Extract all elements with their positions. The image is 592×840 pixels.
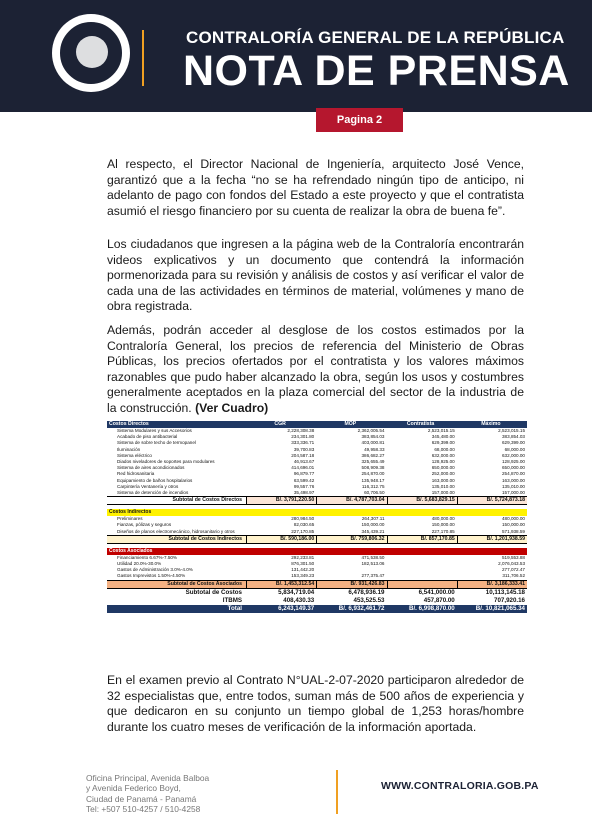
- table-cell: B/. 931,426.83: [316, 581, 386, 588]
- table-cell: 650,000.00: [431, 465, 455, 471]
- table-cell: B/. 590,186.00: [246, 536, 316, 543]
- table-cell: 383,854.03: [361, 434, 385, 440]
- table-cell: 35,498.97: [293, 490, 315, 496]
- table-cell: Red hidrosanitaria: [117, 471, 155, 477]
- table-cell: 5,834,719.04: [278, 588, 315, 596]
- table-cell: 60,706.50: [364, 490, 385, 496]
- table-cell: 163,000.00: [431, 477, 455, 483]
- table-cell: 2,523,015.15: [427, 428, 455, 433]
- table-cell: 345,480.00: [431, 434, 455, 440]
- table-cell: Gastos Imprevistos 1.50%-4.50%: [117, 573, 186, 579]
- col-header: Costos Directos: [109, 421, 149, 427]
- table-cell: 414,696.01: [291, 465, 315, 471]
- itbms-row: [107, 597, 527, 605]
- table-cell: 453,525.53: [353, 596, 385, 604]
- table-cell: Gastos de Administración 3.0%-4.0%: [117, 567, 193, 573]
- table-cell: 2,228,308.38: [287, 428, 315, 433]
- paragraph-1: Al respecto, el Director Nacional de Ingeniería, arquitecto José Vence, garantizó que a la fecha “no se ha refrendado ningún tipo de anticipo, ni adelanto de pago con fondos del Estado a este proyecto y que el contratista asumió el riesgo financiero por su cuenta de realizar la obra de buena fe”.: [107, 157, 524, 218]
- table-cell: 135,010.00: [502, 483, 525, 489]
- table-cell: 629,399.00: [431, 440, 455, 446]
- table-cell: Sistema de aires acondicionados: [117, 465, 185, 471]
- table-cell: Diseños de planos electromecánico, hidrosanitario y otros: [117, 528, 235, 534]
- table-cell: Subtotal de Costos: [185, 588, 242, 596]
- table-cell: B/. 3,791,220.50: [246, 497, 316, 504]
- table-row: [107, 529, 527, 535]
- table-cell: 10,113,145.18: [485, 588, 525, 596]
- asociados-section-header: [107, 548, 527, 555]
- table-cell: Sistema de sobre techo de termopanel: [117, 440, 196, 446]
- table-cell: B/. 5,724,873.18: [457, 497, 527, 504]
- asociados-rows: [107, 555, 527, 580]
- table-cell: 68,000.00: [434, 446, 455, 452]
- total-row: [107, 605, 527, 613]
- table-cell: Subtotal de Costos Indirectos: [107, 536, 246, 543]
- table-cell: 254,870.00: [361, 471, 385, 477]
- table-cell: Carpintería Ventanería y otros: [117, 483, 179, 489]
- address-line: y Avenida Federico Boyd,: [86, 783, 181, 794]
- section-title: Costos Asociados: [109, 547, 153, 554]
- table-cell: 386,682.27: [361, 452, 385, 458]
- table-cell: 128,925.00: [431, 459, 455, 465]
- table-cell: 6,478,936.19: [348, 588, 385, 596]
- table-cell: 6,541,000.00: [418, 588, 455, 596]
- table-cell: 6,243,149.37: [278, 604, 315, 612]
- table-cell: 457,870.00: [423, 596, 455, 604]
- table-cell: [387, 581, 457, 588]
- organization-name: CONTRALORÍA GENERAL DE LA REPÚBLICA: [186, 28, 565, 47]
- table-cell: 480,000.00: [502, 516, 525, 522]
- directos-rows: [107, 428, 527, 496]
- col-header: Contratista: [406, 421, 435, 427]
- seal-emblem-icon: [76, 36, 108, 68]
- table-cell: 571,938.59: [502, 528, 525, 534]
- table-cell: 277,375.47: [361, 573, 385, 579]
- ver-cuadro-label: (Ver Cuadro): [195, 400, 269, 415]
- table-cell: 707,920.16: [494, 596, 525, 604]
- table-cell: 68,000.00: [504, 446, 525, 452]
- indirectos-rows: [107, 516, 527, 535]
- table-cell: 383,854.03: [502, 434, 525, 440]
- table-cell: [387, 573, 457, 579]
- table-cell: 480,000.00: [431, 516, 455, 522]
- table-cell: 227,170.85: [431, 528, 455, 534]
- table-row: [107, 573, 527, 579]
- table-cell: 135,010.00: [431, 483, 455, 489]
- table-cell: B/. 857,170.85: [387, 536, 457, 543]
- table-cell: Subtotal de Costos Directos: [172, 497, 242, 504]
- indirectos-section-header: [107, 509, 527, 516]
- paragraph-4: En el examen previo al Contrato N°UAL-2-07-2020 participaron alrededor de 32 especialistas que, entre todos, suman más de 500 años de experiencia y que dedicaron en su conjunto un tiempo global de 1,253 horas/hombre durante los cuatro meses de verificación de la información aportada.: [107, 673, 524, 734]
- col-header: Máximo: [481, 421, 501, 427]
- table-cell: 135,948.17: [361, 477, 385, 483]
- table-cell: 150,000.00: [431, 522, 455, 528]
- table-cell: B/. 5,683,829.15: [387, 497, 457, 504]
- table-cell: 264,307.11: [361, 516, 385, 522]
- cost-table: [107, 421, 527, 613]
- page-number-tab: Pagina 2: [316, 108, 403, 132]
- subtotal-costos-row: [107, 589, 527, 597]
- table-cell: 519,553.88: [502, 554, 525, 560]
- table-cell: Iluminación: [117, 446, 141, 452]
- table-cell: B/. 4,787,703.04: [316, 497, 386, 504]
- paragraph-3: [107, 323, 524, 417]
- table-cell: B/. 10,821,065.34: [475, 604, 525, 612]
- table-cell: 632,000.00: [431, 452, 455, 458]
- seal-ring: [58, 20, 124, 86]
- table-cell: 128,925.00: [502, 459, 525, 465]
- table-cell: 82,030.65: [293, 522, 315, 528]
- table-cell: Fianzas, pólizas y seguros: [117, 522, 172, 528]
- table-cell: 157,000.00: [431, 490, 455, 496]
- header-divider: [142, 30, 144, 86]
- table-cell: 150,000.00: [361, 522, 385, 528]
- table-cell: 157,000.00: [502, 490, 525, 496]
- table-cell: 2,076,043.53: [498, 561, 525, 567]
- phone-line: Tel: +507 510-4257 / 510-4258: [86, 804, 201, 815]
- table-cell: ITBMS: [222, 596, 242, 604]
- col-header: MOP: [344, 421, 357, 427]
- table-cell: Total: [227, 604, 242, 612]
- table-cell: Equipamiento de baños hospitalarios: [117, 477, 193, 483]
- table-cell: 277,072.47: [502, 567, 525, 573]
- table-cell: 280,984.50: [291, 516, 315, 522]
- paragraph-2: Los ciudadanos que ingresen a la página web de la Contraloría encontrarán videos explicativos y un documento que contendrá la información pormenorizada para su revisión y análisis de costos y así verificar el valor de cada una de las actividades en términos de material, volúmenes y mano de obra registrada.: [107, 237, 524, 314]
- table-cell: 96,879.77: [293, 471, 315, 477]
- table-cell: 632,000.00: [502, 452, 525, 458]
- table-cell: 163,000.00: [502, 477, 525, 483]
- table-cell: B/. 759,806.32: [316, 536, 386, 543]
- table-cell: 63,599.42: [293, 477, 315, 483]
- table-cell: 508,909.38: [361, 465, 385, 471]
- table-cell: 629,399.00: [502, 440, 525, 446]
- table-cell: 99,557.76: [293, 483, 315, 489]
- table-cell: 39,700.83: [293, 446, 315, 452]
- address-line: Oficina Principal, Avenida Balboa: [86, 773, 210, 783]
- table-cell: 2,523,015.15: [498, 428, 525, 433]
- table-cell: 49,958.33: [364, 446, 385, 452]
- table-cell: 204,587.18: [291, 452, 315, 458]
- table-header-row: [107, 421, 527, 428]
- table-cell: 471,538.50: [361, 554, 385, 560]
- table-cell: 345,439.21: [361, 528, 385, 534]
- table-cell: 116,312.75: [361, 483, 385, 489]
- table-cell: Preliminares: [117, 516, 143, 522]
- table-cell: 325,655.49: [361, 459, 385, 465]
- table-cell: B/. 6,998,870.00: [408, 604, 455, 612]
- table-cell: 876,301.50: [291, 561, 315, 567]
- footer-divider: [336, 770, 338, 814]
- table-cell: Financiamiento 6.67%-7.50%: [117, 554, 178, 560]
- table-cell: Sistema eléctrico: [117, 452, 152, 458]
- table-cell: Subtotal de Costos Asociados: [107, 581, 246, 588]
- subtotal-directos-row: [107, 496, 527, 505]
- table-cell: B/. 1,453,312.54: [246, 581, 316, 588]
- table-cell: 254,870.00: [502, 471, 525, 477]
- table-cell: 46,913.67: [293, 459, 315, 465]
- contraloria-seal-logo: [52, 14, 130, 92]
- table-cell: 650,000.00: [502, 465, 525, 471]
- table-cell: 150,000.00: [502, 522, 525, 528]
- table-cell: 292,233.81: [291, 554, 315, 560]
- footer-address: [86, 773, 209, 815]
- table-cell: 408,430.33: [283, 596, 315, 604]
- table-cell: 252,000.00: [431, 471, 455, 477]
- subtotal-indirectos-row: [107, 535, 527, 544]
- table-row: [107, 490, 527, 496]
- table-cell: 182,513.06: [361, 561, 385, 567]
- table-cell: Utilidad 20.0%-30.0%: [117, 561, 162, 567]
- table-cell: 333,336.71: [291, 440, 315, 446]
- table-cell: 403,000.81: [361, 440, 385, 446]
- subtotal-asociados-row: [107, 580, 527, 589]
- table-cell: B/. 3,186,333.41: [457, 581, 527, 588]
- table-cell: B/. 1,201,938.59: [457, 536, 527, 543]
- table-cell: Diados niveladores de soportes para modulares: [117, 459, 215, 465]
- table-cell: 311,706.52: [502, 573, 525, 579]
- table-cell: B/. 6,932,461.72: [338, 604, 385, 612]
- table-cell: Sistema de detención de incendios: [117, 490, 189, 496]
- table-cell: 153,349.23: [291, 573, 315, 579]
- paragraph-3-text: Además, podrán acceder al desglose de los costos estimados por la Contraloría General, los precios de referencia del Ministerio de Obras Públicas, los precios ofertados por el contratista y los valores máximos razonables que pudo haber alcanzado la obra, según los usos y costumbres generalmente aceptados en la plaza comercial del sector de la industria de la construcción.: [107, 323, 524, 415]
- col-header: CGR: [274, 421, 286, 427]
- press-header: [0, 0, 592, 112]
- table-cell: 234,301.80: [291, 434, 315, 440]
- table-cell: 131,442.20: [291, 567, 315, 573]
- table-cell: Sistema Modulares y sus Accesorios: [117, 428, 192, 433]
- table-cell: 2,362,005.54: [357, 428, 385, 433]
- page-title: NOTA DE PRENSA: [183, 47, 570, 95]
- section-title: Costos Indirectos: [109, 509, 152, 516]
- website-link[interactable]: WWW.CONTRALORIA.GOB.PA: [381, 780, 539, 792]
- table-cell: 227,170.85: [291, 528, 315, 534]
- table-cell: Acabado de piso antibacterial: [117, 434, 178, 440]
- address-line: Ciudad de Panamá - Panamá: [86, 793, 197, 804]
